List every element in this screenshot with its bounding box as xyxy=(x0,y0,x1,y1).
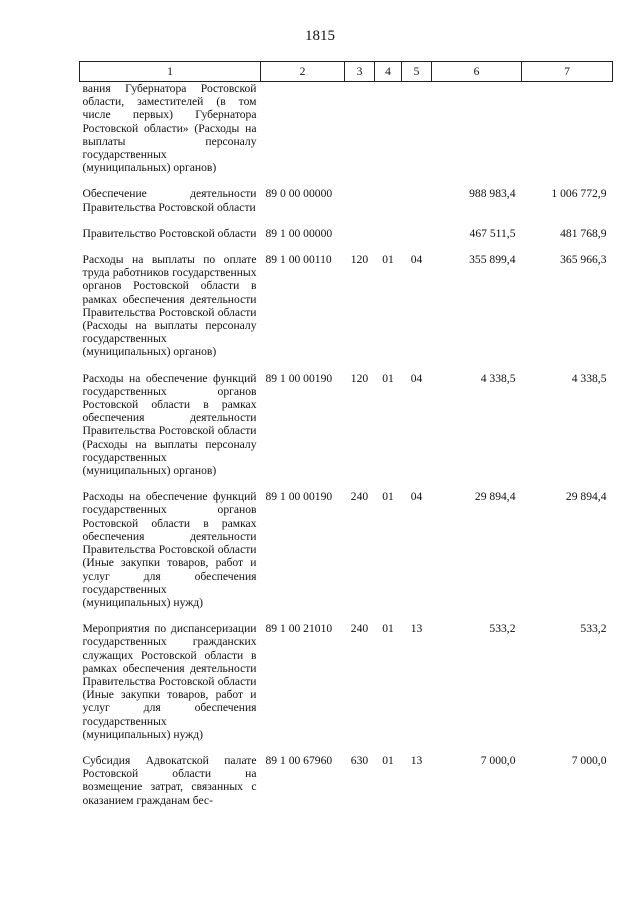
row-pr xyxy=(402,187,432,226)
row-rz: 01 xyxy=(382,253,394,267)
row-name: Субсидия Адвокатской палате Ростовской области на возмещение затрат, связанных с оказанием гражданам бес- xyxy=(82,753,257,807)
row-amount-year1: 467 511,5 xyxy=(469,226,516,240)
row-pr: 04 xyxy=(410,253,423,267)
row-vr xyxy=(345,227,375,253)
row-code: 89 1 00 00110 xyxy=(265,253,332,267)
header-col-4: 4 xyxy=(375,62,402,82)
row-amount-year2: 481 768,9 xyxy=(560,226,607,240)
row-amount-year2 xyxy=(522,82,613,188)
table-row xyxy=(80,187,613,226)
header-col-3: 3 xyxy=(345,62,375,82)
page-number: 1815 xyxy=(305,28,335,44)
row-amount-year2: 4 338,5 xyxy=(571,371,607,385)
row-amount-year1: 988 983,4 xyxy=(469,187,516,201)
table-row xyxy=(80,82,613,188)
budget-table xyxy=(79,61,613,807)
header-col-1: 1 xyxy=(80,62,261,82)
header-col-5: 5 xyxy=(402,62,432,82)
row-vr xyxy=(345,82,375,188)
row-code: 89 1 00 00000 xyxy=(265,226,333,240)
header-col-6: 6 xyxy=(432,62,522,82)
row-vr: 120 xyxy=(350,253,369,267)
header-col-2: 2 xyxy=(261,62,345,82)
row-amount-year2: 1 006 772,9 xyxy=(551,187,607,201)
table-row xyxy=(80,490,613,622)
row-amount-year2: 533,2 xyxy=(580,622,607,636)
row-name: Расходы на обеспечение функций государственных органов Ростовской области в рамках обеспечения деятельности Правительства Ростовской области (Расходы на выплаты персоналу государственных (муниципальных) органов) xyxy=(82,371,257,478)
row-vr: 240 xyxy=(350,622,369,636)
row-amount-year1: 533,2 xyxy=(489,622,516,636)
row-vr: 120 xyxy=(350,371,369,385)
row-amount-year2: 7 000,0 xyxy=(571,753,607,767)
row-pr: 04 xyxy=(410,371,423,385)
table-row xyxy=(80,754,613,807)
row-pr xyxy=(402,227,432,253)
row-code xyxy=(261,82,345,188)
row-pr: 13 xyxy=(410,622,423,636)
row-vr xyxy=(345,187,375,226)
row-pr: 04 xyxy=(410,490,423,504)
row-code: 89 1 00 21010 xyxy=(265,622,333,636)
table-row xyxy=(80,253,613,372)
row-amount-year1: 355 899,4 xyxy=(469,253,516,267)
row-rz: 01 xyxy=(382,490,394,504)
row-name: Расходы на обеспечение функций государственных органов Ростовской области в рамках обеспечения деятельности Правительства Ростовской области (Иные закупки товаров, работ и услуг для обеспечения государственных (муниципальных) нужд) xyxy=(82,490,257,609)
row-rz xyxy=(375,82,402,188)
row-name: Правительство Ростовской области xyxy=(82,226,257,240)
row-vr: 630 xyxy=(350,753,369,767)
row-amount-year2: 29 894,4 xyxy=(565,490,607,504)
row-rz: 01 xyxy=(382,753,394,767)
row-rz xyxy=(375,187,402,226)
row-rz: 01 xyxy=(382,371,394,385)
header-row xyxy=(80,62,613,82)
table-row xyxy=(80,227,613,253)
row-name: Расходы на выплаты по оплате труда работников государственных органов Ростовской области в рамках обеспечения деятельности Правительства Ростовской области (Расходы на выплаты персоналу государственных (муниципальных) органов) xyxy=(82,253,257,359)
row-rz xyxy=(375,227,402,253)
row-amount-year1 xyxy=(432,82,522,188)
row-code: 89 1 00 67960 xyxy=(265,753,333,767)
table-row xyxy=(80,622,613,754)
row-amount-year1: 7 000,0 xyxy=(480,753,516,767)
table-row xyxy=(80,372,613,491)
row-name: Обеспечение деятельности Правительства Ростовской области xyxy=(82,187,257,214)
row-code: 89 0 00 00000 xyxy=(265,187,333,201)
row-amount-year1: 29 894,4 xyxy=(474,490,516,504)
row-amount-year1: 4 338,5 xyxy=(480,371,516,385)
row-pr: 13 xyxy=(410,753,423,767)
row-code: 89 1 00 00190 xyxy=(265,490,333,504)
row-code: 89 1 00 00190 xyxy=(265,371,333,385)
row-vr: 240 xyxy=(350,490,369,504)
row-rz: 01 xyxy=(382,622,394,636)
row-amount-year2: 365 966,3 xyxy=(560,253,607,267)
row-name: вания Губернатора Ростовской области, заместителей (в том числе первых) Губернатора Ростовской области» (Расходы на выплаты персоналу государственных (муниципальных) органов) xyxy=(82,82,257,175)
row-pr xyxy=(402,82,432,188)
row-name: Мероприятия по диспансеризации государственных гражданских служащих Ростовской области в рамках обеспечения деятельности Правительства Ростовской области (Иные закупки товаров, работ и услуг для обеспечения государственных (муниципальных) нужд) xyxy=(82,622,257,741)
header-col-7: 7 xyxy=(522,62,613,82)
